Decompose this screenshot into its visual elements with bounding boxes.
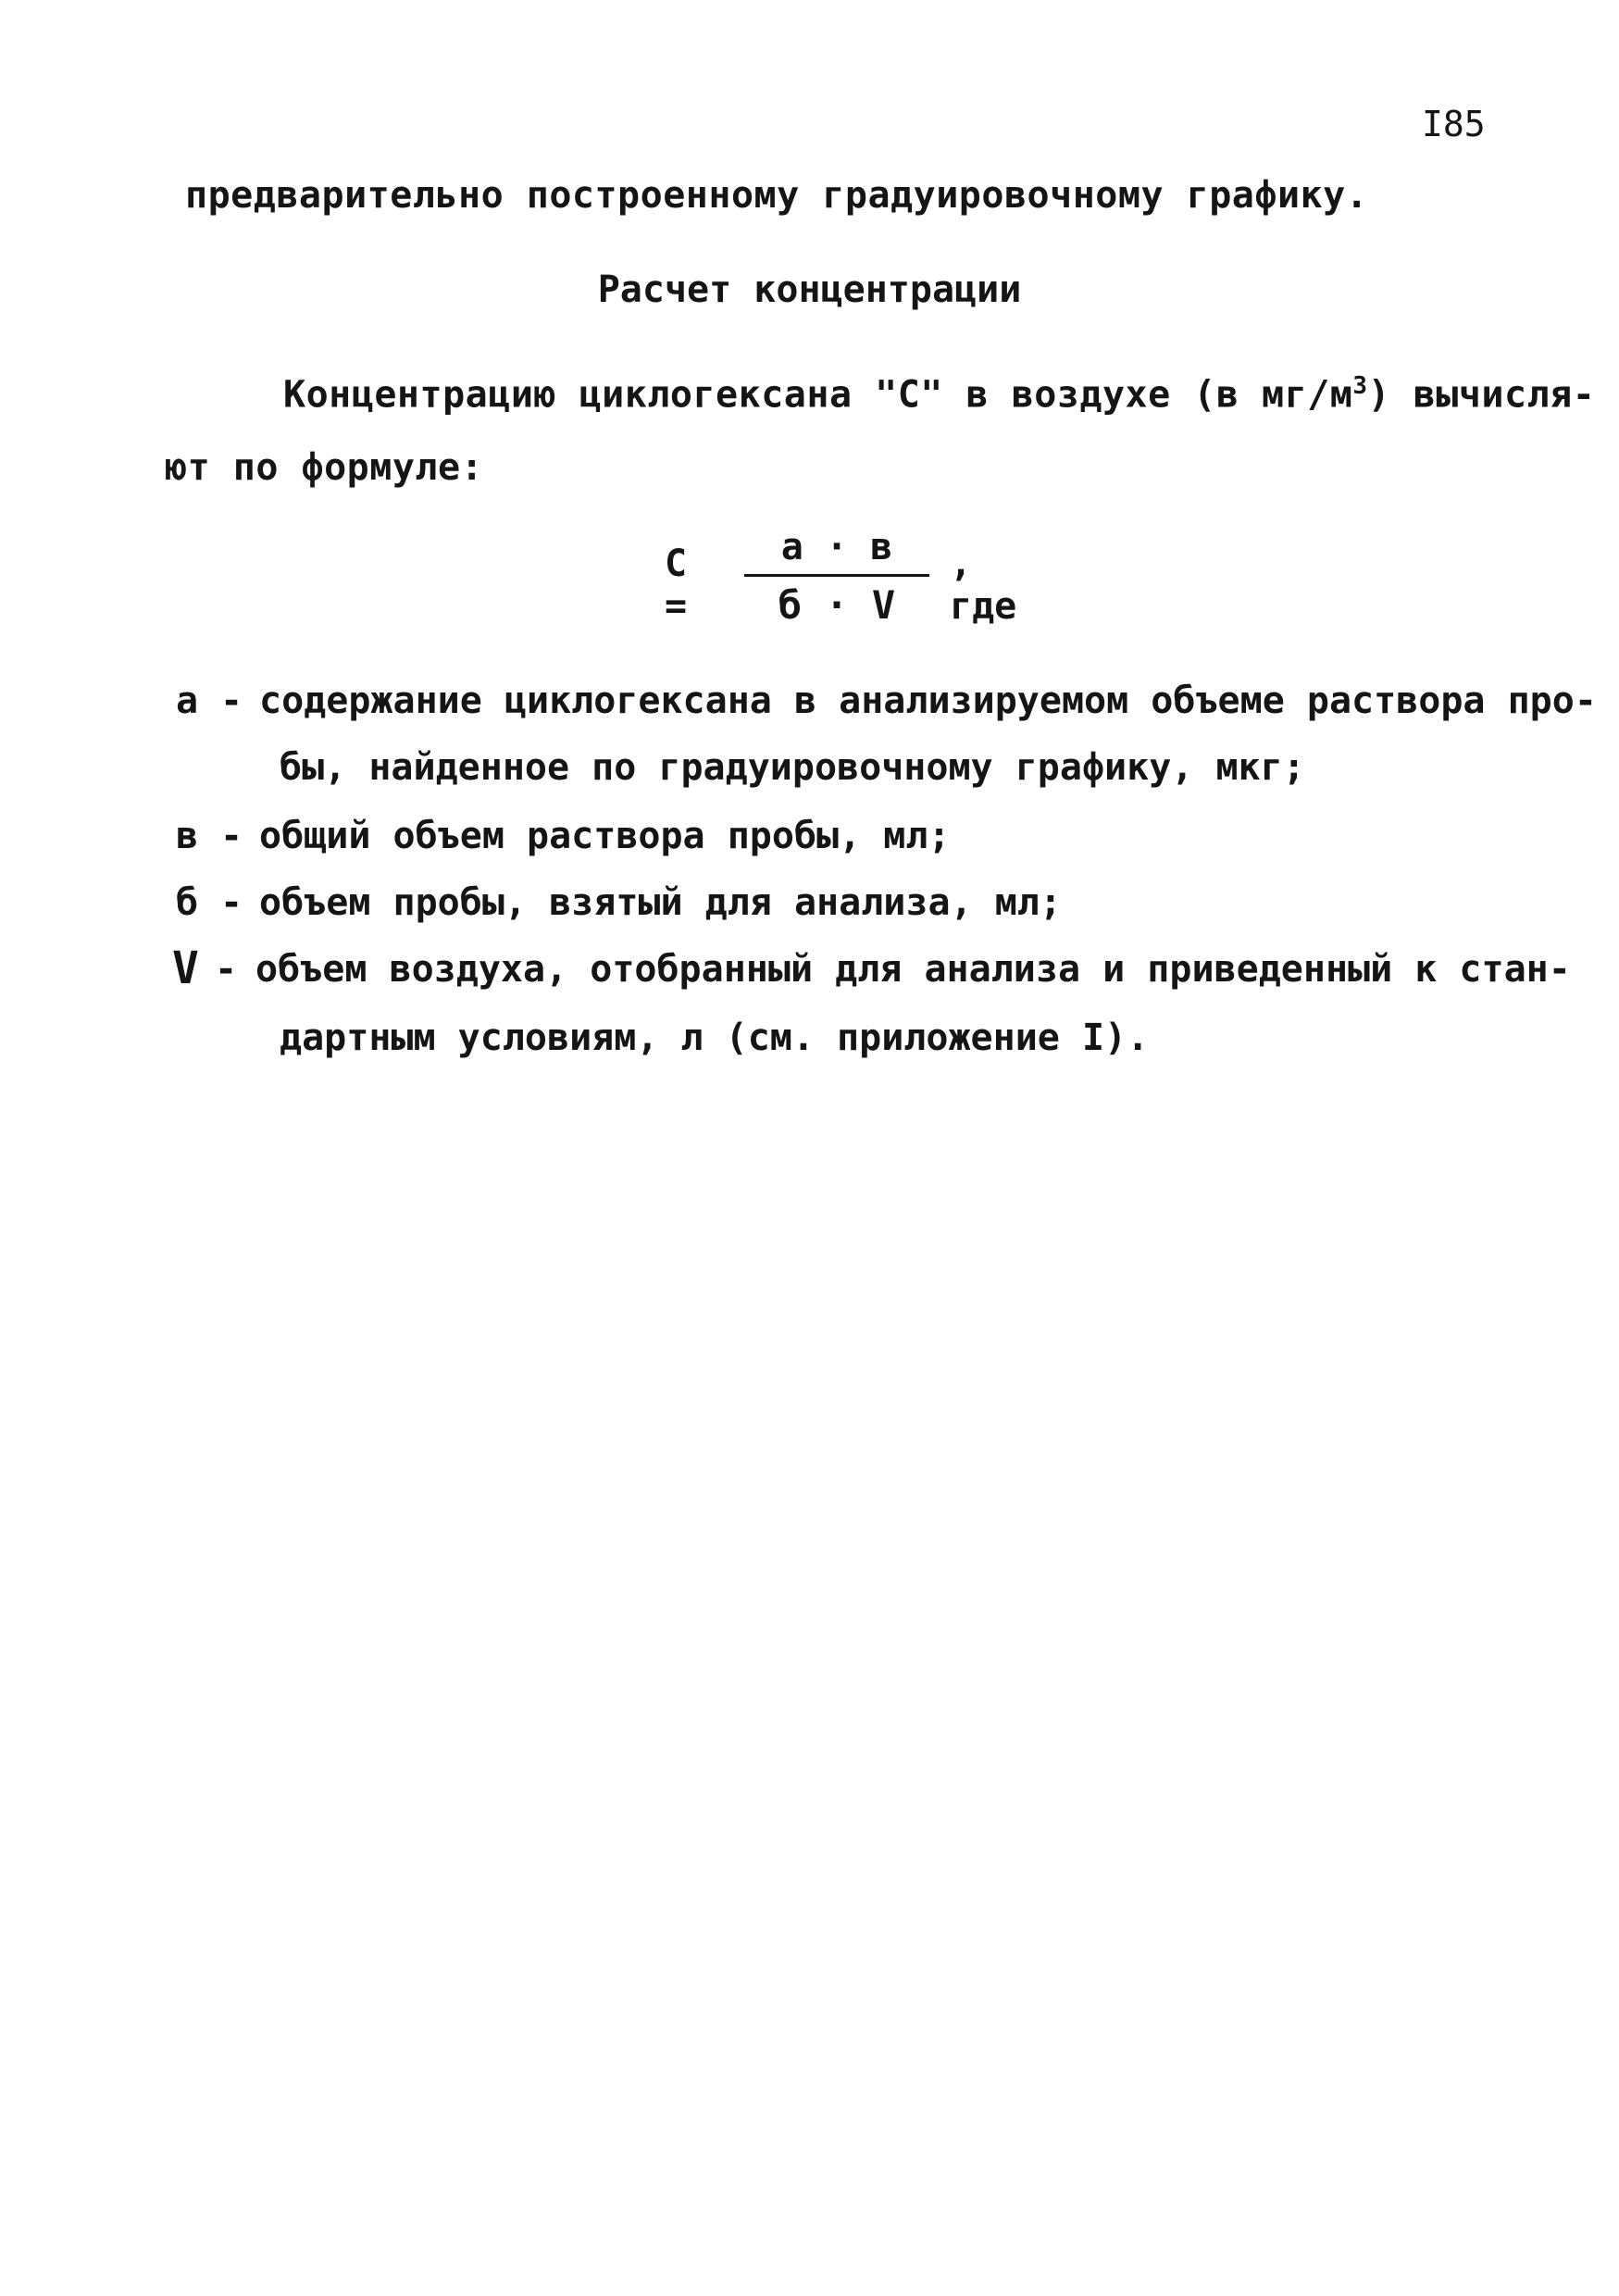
formula-lhs: С =: [665, 543, 688, 628]
definition-text-line: содержание циклогексана в анализируемом объеме раствора про-: [259, 680, 1597, 722]
definition-text-line: объем пробы, взятый для анализа, мл;: [259, 881, 1062, 924]
formula-fraction: [744, 526, 929, 628]
definition-text-line: бы, найденное по градуировочному графику, мкг;: [280, 746, 1305, 789]
section-heading: Расчет концентрации: [597, 268, 1022, 311]
superscript-3: 3: [1352, 372, 1368, 400]
definition-dash: -: [220, 881, 243, 924]
definition-symbol: в: [176, 815, 199, 857]
definition-text-line: объем воздуха, отобранный для анализа и приведенный к стан-: [255, 948, 1571, 991]
paragraph-line-1-end: ) вычисля-: [1367, 373, 1596, 417]
definition-symbol: V: [172, 942, 199, 994]
definition-dash: -: [215, 948, 238, 991]
paragraph-line-2: ют по формуле:: [165, 446, 484, 489]
formula-denominator: б · V: [778, 582, 896, 628]
page-number: I85: [1422, 104, 1486, 144]
definition-text-line: дартным условиям, л (см. приложение I).: [280, 1017, 1150, 1059]
definition-symbol: а: [176, 680, 199, 722]
definition-dash: -: [220, 680, 243, 722]
paragraph-line-1-start: Концентрацию циклогексана "С" в воздухе (в мг/м: [283, 373, 1353, 417]
intro-line: предварительно построенному градуировочному графику.: [185, 174, 1369, 217]
formula-tail: , где: [950, 543, 1017, 628]
definition-symbol: б: [176, 881, 199, 924]
paragraph-line-1: [283, 372, 1595, 416]
formula-numerator: а · в: [780, 526, 893, 568]
definition-text-line: общий объем раствора пробы, мл;: [259, 815, 951, 857]
definition-dash: -: [220, 815, 243, 857]
